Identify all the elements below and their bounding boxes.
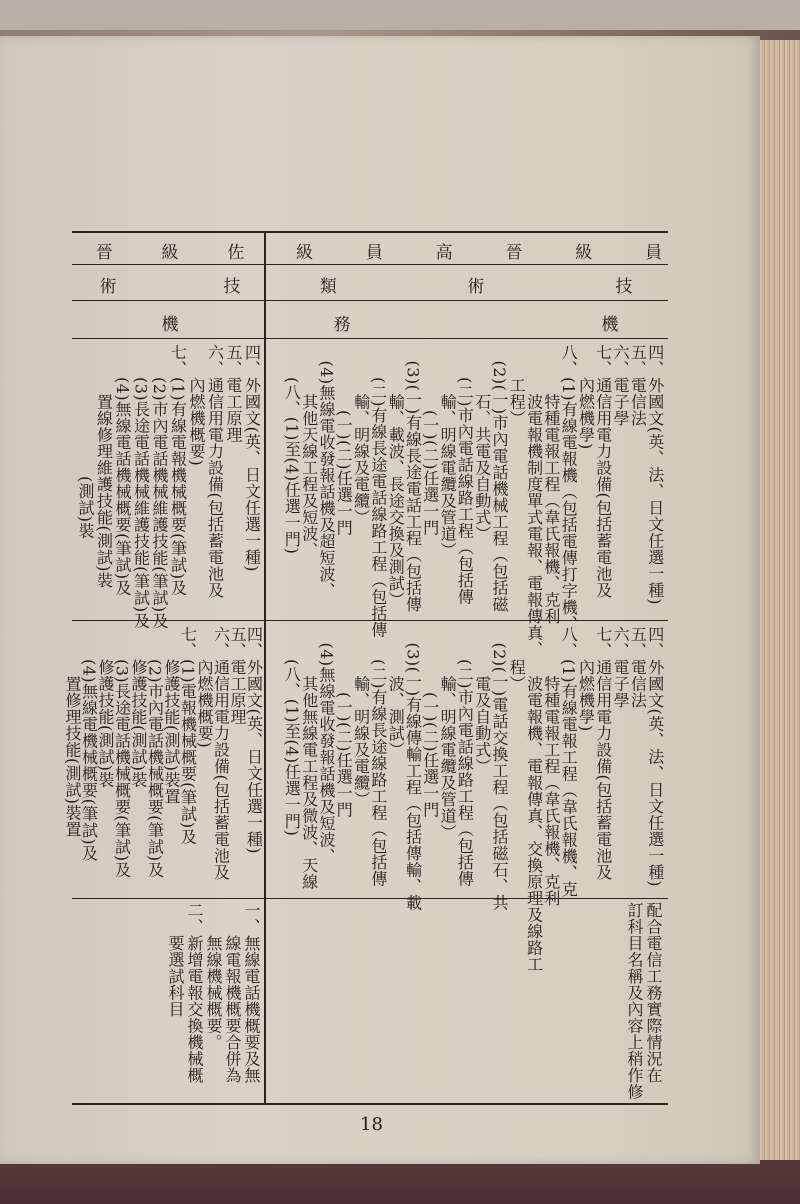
subject-column: 輸、載波、長途交換及測試） bbox=[386, 344, 406, 608]
subject-column: 四、外國文(英、法、日文任選一種) bbox=[645, 626, 665, 887]
subject-column: 電及自動式） bbox=[472, 626, 492, 775]
header-cell: 技 bbox=[223, 277, 241, 297]
subject-column: 七、(1)電報機械概要(筆試)及 bbox=[178, 626, 198, 846]
subject-column: (2)市內電話機械概要(筆試)及 bbox=[145, 626, 165, 879]
header-cell: 員 bbox=[365, 243, 383, 263]
subject-column: 置線修理維護技能(測試)裝 bbox=[94, 344, 114, 589]
header-cell: 級 bbox=[575, 243, 593, 263]
note-column: 要選試科目 bbox=[166, 902, 185, 1018]
subject-column: 七、通信用電力設備(包括蓄電池及 bbox=[593, 626, 613, 881]
subject-column: 五、電信法 bbox=[628, 626, 648, 709]
header-cell: 務 bbox=[333, 315, 351, 335]
subject-column: 四、外國文(英、法、日文任選一種) bbox=[645, 344, 665, 605]
header-cell: 晉 bbox=[505, 243, 523, 263]
subject-column: 程） bbox=[507, 626, 527, 692]
subject-column: 波、測試） bbox=[386, 626, 406, 758]
subject-column: (二)市內電話線路工程（包括傳 bbox=[455, 344, 475, 605]
header-cell: 員 bbox=[645, 243, 663, 263]
header-cell: 術 bbox=[467, 277, 485, 297]
note-column: 配合電信工務實際情況在 bbox=[644, 902, 663, 1084]
note-column: 一、無線電話機概要及無 bbox=[242, 902, 261, 1084]
header-right-row1 bbox=[296, 238, 663, 263]
subject-column: (3)(一)有線長途電話工程（包括傳 bbox=[403, 344, 423, 613]
header-rule-2 bbox=[72, 300, 668, 301]
header-left-row2 bbox=[80, 272, 260, 297]
subject-column: (2)(一)市內電話機械工程（包括磁 bbox=[490, 344, 509, 613]
subject-column: (3)(一)有線傳輸工程（包括傳輸、載 bbox=[403, 626, 423, 912]
subject-column: 六、通信用電力設備(包括蓄電池及 bbox=[211, 626, 231, 881]
book-page bbox=[0, 36, 760, 1164]
subject-column: 波電報機制度單式電報、電報傳真、 bbox=[524, 344, 544, 658]
header-cell: 機 bbox=[161, 315, 179, 335]
subject-column: 輸、明線及電纜） bbox=[351, 344, 371, 526]
subject-column: (4)無線電機械概要(筆試)及 bbox=[79, 626, 99, 862]
subject-column: 其他天線工程及短波、 bbox=[299, 344, 319, 559]
subject-column: 置修理技能(測試)裝置 bbox=[63, 626, 82, 838]
header-rule-3 bbox=[72, 338, 668, 339]
subject-column: 工程） bbox=[507, 344, 527, 427]
subject-column: 石、共電及自動式） bbox=[472, 344, 492, 542]
subject-column: 修護技能(測試)裝 bbox=[129, 626, 148, 788]
note-column: 訂科目名稱及內容上稍作修 bbox=[625, 902, 644, 1100]
subject-column: 五、電工原理 bbox=[224, 344, 243, 443]
subject-column: (二)市內電話線路工程（包括傳 bbox=[455, 626, 475, 887]
header-cell: 佐 bbox=[227, 243, 245, 263]
subject-column: 其他無線電工程及微波、天線 bbox=[299, 626, 319, 890]
subject-column: 修護技能(測試)裝 bbox=[96, 626, 115, 788]
subject-column: 四、外國文(英、日文任選一種) bbox=[242, 344, 262, 572]
subject-column: 八、(1)有線電報機（包括電傳打字機、 bbox=[559, 344, 579, 633]
subject-column: (3)長途電話機械概要(筆試)及 bbox=[112, 626, 132, 879]
header-cell: 級 bbox=[296, 243, 313, 263]
header-right-row3 bbox=[296, 310, 656, 335]
subject-column: (2)(一)電話交換工程（包括磁石、共 bbox=[490, 626, 509, 912]
subject-column: 修護技能(測試)裝置 bbox=[162, 626, 181, 805]
subject-column: 特種電報工程（韋氏報機、克利 bbox=[541, 344, 561, 625]
column-divider bbox=[264, 231, 266, 1103]
subject-column: (2)市內電話機械維護技能(筆試)及 bbox=[150, 344, 169, 630]
header-cell: 技 bbox=[615, 277, 633, 297]
subject-column: (一)(二)任選一門 bbox=[420, 626, 440, 818]
header-left-row1 bbox=[80, 238, 260, 263]
subject-column: (二)有線長途線路工程（包括傳 bbox=[368, 626, 388, 887]
subject-column: (一)(二)任選一門 bbox=[420, 344, 440, 536]
subject-column: 內燃機概要) bbox=[195, 626, 214, 749]
subject-column: (4)無線電收發報話機及短波、 bbox=[317, 626, 336, 865]
subject-column: 輸、明線電纜及管道） bbox=[438, 344, 458, 559]
note-column: 二、新增電報交換機械概 bbox=[185, 902, 204, 1084]
subject-column: 波電報機、電報傳真、交換原理及線路工 bbox=[524, 626, 544, 973]
header-right-row2 bbox=[296, 272, 656, 297]
subject-column: 七、通信用電力設備(包括蓄電池及 bbox=[593, 344, 613, 599]
subject-column: (八、(1)至(4)任選一門) bbox=[282, 344, 302, 555]
subject-column: 內燃機學) bbox=[576, 626, 596, 732]
header-cell: 類 bbox=[319, 277, 337, 297]
subject-column: 內燃機概要) bbox=[187, 344, 206, 467]
header-cell: 高 bbox=[435, 243, 453, 263]
subject-column: 四、外國文(英、日文任選一種) bbox=[244, 626, 264, 854]
subject-column: (4)無線電話機械概要(筆試)及 bbox=[113, 344, 132, 597]
page-number: 18 bbox=[360, 1114, 383, 1135]
header-left-row3 bbox=[80, 310, 260, 335]
header-rule-1 bbox=[72, 264, 668, 265]
subject-column: 輸、明線電纜及管道） bbox=[438, 626, 458, 841]
subject-column: (一)(二)任選一門 bbox=[334, 626, 354, 818]
subject-column: (八、(1)至(4)任選一門) bbox=[282, 626, 302, 837]
header-cell: 機 bbox=[601, 315, 619, 335]
subject-column: 特種電報工程（韋氏報機、克利 bbox=[541, 626, 561, 907]
note-column: 無線機械概要。 bbox=[204, 902, 223, 1051]
subject-column: (3)長途電話機械維護技能(筆試)及 bbox=[131, 344, 151, 630]
note-column: 線電報機概要合併為 bbox=[223, 902, 242, 1084]
subject-column: 內燃機學) bbox=[576, 344, 596, 450]
row-rule-bottom bbox=[72, 898, 668, 899]
subject-column: 五、電工原理 bbox=[228, 626, 247, 725]
subject-column: 六、電子學 bbox=[611, 344, 631, 427]
header-cell: 術 bbox=[99, 277, 117, 297]
header-cell: 級 bbox=[161, 243, 179, 263]
subject-column: (測試)裝 bbox=[76, 344, 95, 539]
subject-column: 輸、明線及電纜） bbox=[351, 626, 371, 808]
subject-column: (一)(二)任選一門 bbox=[334, 344, 354, 536]
subject-column: 六、電子學 bbox=[611, 626, 631, 709]
subject-column: 六、通信用電力設備(包括蓄電池及 bbox=[205, 344, 225, 599]
subject-column: 八、(1)有線電報工程（韋氏報機、克 bbox=[559, 626, 579, 898]
subject-column: (4)無線電收發報話機及超短波、 bbox=[317, 344, 336, 600]
subject-column: 七、(1)有線電報機械概要(筆試)及 bbox=[168, 344, 188, 597]
header-cell: 晉 bbox=[95, 243, 113, 263]
subject-column: 五、電信法 bbox=[628, 344, 648, 427]
subject-column: (二)有線長途電話線路工程（包括傳 bbox=[368, 344, 388, 638]
